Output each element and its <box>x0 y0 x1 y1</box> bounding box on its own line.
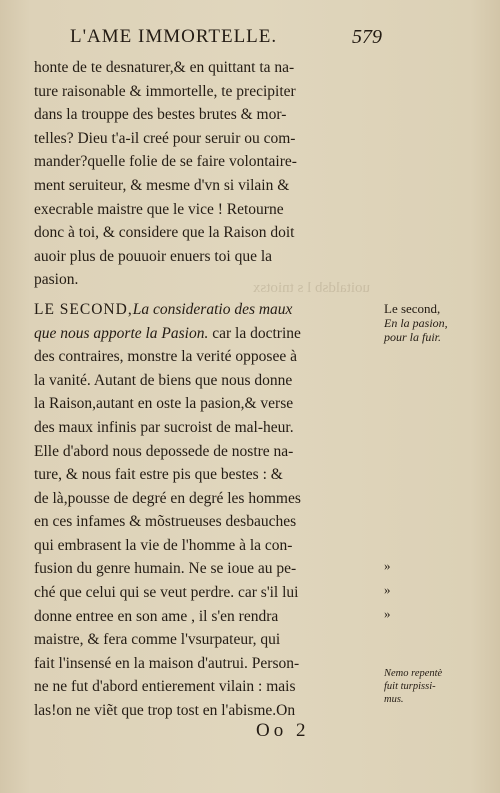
text-line: donc à toi, & considere que la Raison doit <box>34 224 295 242</box>
quotation-mark: » <box>384 582 391 597</box>
signature-mark: Oo 2 <box>256 720 310 741</box>
running-title: L'AME IMMORTELLE. <box>70 26 278 47</box>
text-fragment: car la doctrine <box>212 324 301 342</box>
text-line: auoir plus de pouuoir enuers toi que la <box>34 247 273 265</box>
text-line: Elle d'abord nous depossede de nostre na- <box>34 442 294 460</box>
margin-note-latin <box>384 667 490 706</box>
paragraph-lead: LE SECOND, <box>34 300 133 318</box>
text-line: dans la trouppe des bestes brutes & mor- <box>34 106 287 124</box>
text-line: qui embrasent la vie de l'homme à la con- <box>34 536 293 554</box>
margin-note-line: Nemo repentè <box>384 668 443 679</box>
text-line <box>34 322 386 346</box>
text-line: fait l'insensé en la maison d'autrui. Person- <box>34 654 300 672</box>
text-line: la vanité. Autant de biens que nous donne <box>34 371 293 389</box>
text-line: fusion du genre humain. Ne se ioue au pe- <box>34 560 297 578</box>
text-line: ture, & nous fait estre pis que bestes : & <box>34 466 283 484</box>
text-line: en ces infames & mõstrueuses desbauches <box>34 513 297 531</box>
text-line: donne entree en son ame , il s'en rendra <box>34 607 279 625</box>
quotation-mark: » <box>384 606 391 621</box>
text-line: la Raison,autant en oste la pasion,& verse <box>34 395 294 413</box>
text-line: honte de te desnaturer,& en quittant ta na- <box>34 59 295 76</box>
paragraph-lead-italic: La consideratio des maux <box>132 300 293 318</box>
text-line: des maux infinis par sucroist de mal-heur. <box>34 418 294 436</box>
margin-note-head: Le second, <box>384 301 441 316</box>
body-text <box>34 56 386 723</box>
page-number: 579 <box>352 26 382 48</box>
text-line: mander?quelle folie de se faire volontaire- <box>34 153 297 171</box>
text-line: ché que celui qui se veut perdre. car s'il lui <box>34 584 299 602</box>
paragraph-lead-line <box>34 298 386 322</box>
italic-phrase: que nous apporte la Pasion. <box>34 324 209 342</box>
margin-note-line: En la pasion, <box>384 316 448 330</box>
bleed-through-text: uoitaldsb l s tniotsx <box>252 280 370 296</box>
quotation-mark: » <box>384 558 391 573</box>
margin-note-line: pour la fuir. <box>384 330 442 344</box>
margin-note-line: mus. <box>384 694 404 705</box>
text-line: maistre, & fera comme l'vsurpateur, qui <box>34 631 281 649</box>
text-line: telles? Dieu t'a-il creé pour seruir ou com- <box>34 129 296 147</box>
text-line: ment seruiteur, & mesme d'vn si vilain & <box>34 176 290 194</box>
text-line: las!on ne viẽt que trop tost en l'abisme.On <box>34 702 296 720</box>
margin-note-second <box>384 302 490 344</box>
text-line: des contraires, monstre la verité opposee à <box>34 348 297 366</box>
text-line: ne ne fut d'abord entierement vilain : mais <box>34 678 296 696</box>
text-line: execrable maistre que le vice ! Retourne <box>34 200 284 218</box>
text-line: pasion. <box>34 271 79 289</box>
text-line: ture raisonable & immortelle, te precipiter <box>34 82 296 100</box>
margin-note-line: fuit turpissi- <box>384 681 436 692</box>
text-line: de là,pousse de degré en degré les hommes <box>34 489 301 507</box>
